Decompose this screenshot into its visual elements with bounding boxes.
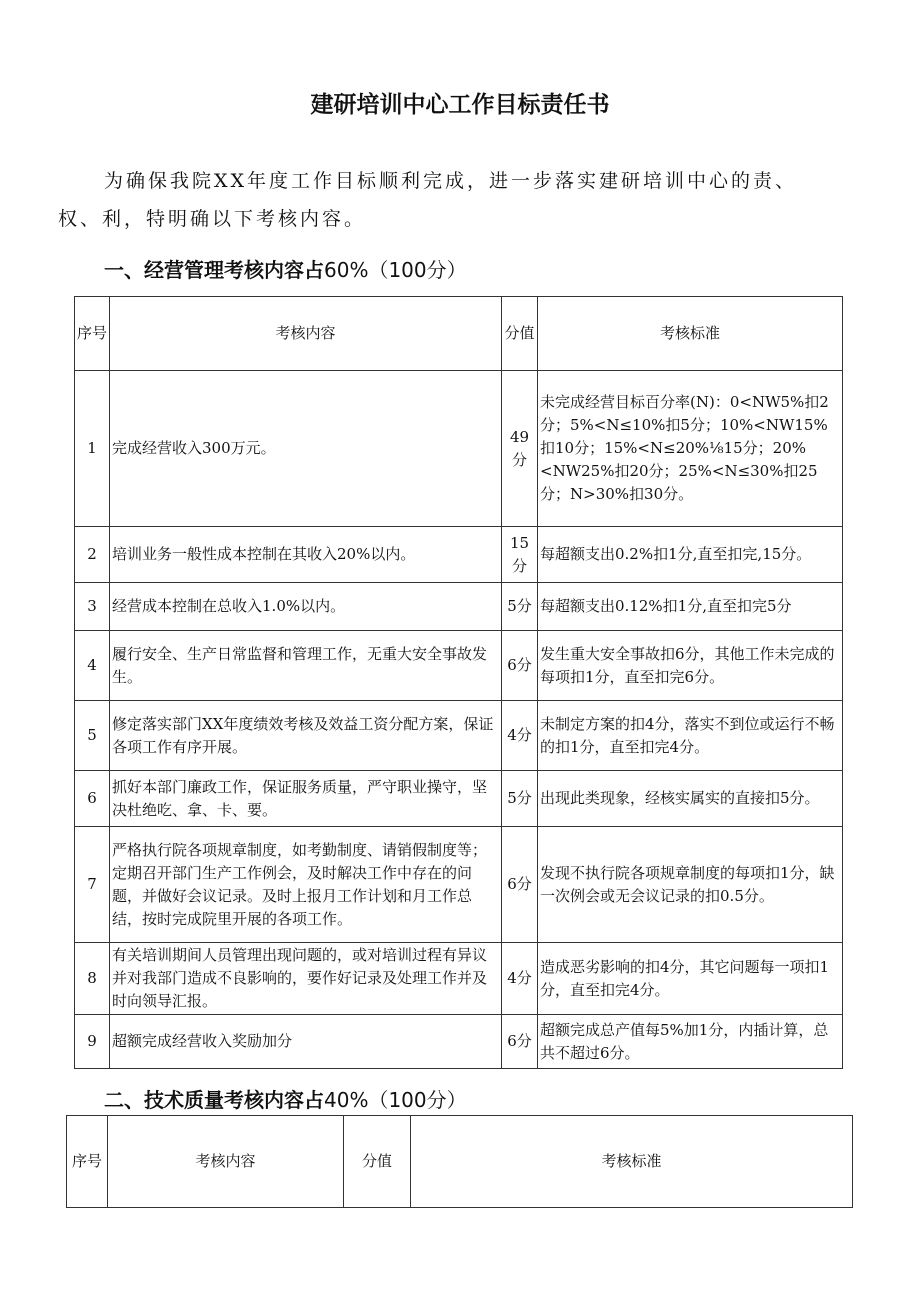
row-standard: 未制定方案的扣4分，落实不到位或运行不畅的扣1分，直至扣完4分。 (538, 701, 843, 771)
row-no: 2 (75, 527, 110, 583)
technical-quality-table (66, 1115, 853, 1208)
row-no: 4 (75, 631, 110, 701)
row-no: 8 (75, 943, 110, 1015)
row-content: 经营成本控制在总收入1.0%以内。 (110, 583, 502, 631)
row-no: 3 (75, 583, 110, 631)
row-standard: 发生重大安全事故扣6分，其他工作未完成的每项扣1分，直至扣完6分。 (538, 631, 843, 701)
row-no: 7 (75, 827, 110, 943)
section-heading-2 (104, 1084, 467, 1113)
section-heading-1 (104, 254, 467, 283)
table-row (75, 583, 843, 631)
table-row (75, 371, 843, 527)
row-content: 修定落实部门XX年度绩效考核及效益工资分配方案，保证各项工作有序开展。 (110, 701, 502, 771)
row-standard: 出现此类现象，经核实属实的直接扣5分。 (538, 771, 843, 827)
document-title: 建研培训中心工作目标责任书 (310, 92, 610, 118)
header-standard: 考核标准 (538, 297, 843, 371)
header-no: 序号 (75, 297, 110, 371)
row-score: 4分 (502, 943, 538, 1015)
row-score: 4分 (502, 701, 538, 771)
header-no: 序号 (67, 1116, 108, 1208)
table-row (75, 1015, 843, 1069)
header-content: 考核内容 (108, 1116, 344, 1208)
section-2-title: 二、技术质量考核内容占 (104, 1088, 324, 1112)
table-row (75, 701, 843, 771)
row-standard: 每超额支出0.2%扣1分,直至扣完,15分。 (538, 527, 843, 583)
row-standard: 超额完成总产值每5%加1分，内插计算，总共不超过6分。 (538, 1015, 843, 1069)
section-2-percent: 40%（100分） (324, 1088, 467, 1112)
table-row (75, 943, 843, 1015)
row-standard: 每超额支出0.12%扣1分,直至扣完5分 (538, 583, 843, 631)
table-row (75, 527, 843, 583)
row-no: 5 (75, 701, 110, 771)
table-header-row (67, 1116, 853, 1208)
header-score: 分值 (502, 297, 538, 371)
row-standard: 发现不执行院各项规章制度的每项扣1分，缺一次例会或无会议记录的扣0.5分。 (538, 827, 843, 943)
section-1-title: 一、经营管理考核内容占 (104, 258, 324, 282)
row-standard: 未完成经营目标百分率(N)：0<NW5%扣2分；5%<N≤10%扣5分；10%<NW15%扣10分；15%<N≤20%⅛15分；20%<NW25%扣20分；25%<N≤30%扣25分；N>30%扣30分。 (538, 371, 843, 527)
intro-paragraph-cont: 权、利，特明确以下考核内容。 (58, 208, 367, 230)
header-score: 分值 (344, 1116, 411, 1208)
row-content: 严格执行院各项规章制度，如考勤制度、请销假制度等；定期召开部门生产工作例会，及时解决工作中存在的问题，并做好会议记录。及时上报月工作计划和月工作总结，按时完成院里开展的各项工作。 (110, 827, 502, 943)
table-row (75, 771, 843, 827)
row-no: 1 (75, 371, 110, 527)
row-standard: 造成恶劣影响的扣4分，其它问题每一项扣1分，直至扣完4分。 (538, 943, 843, 1015)
business-management-table (74, 296, 843, 1069)
table-header-row (75, 297, 843, 371)
row-content: 履行安全、生产日常监督和管理工作，无重大安全事故发生。 (110, 631, 502, 701)
row-content: 完成经营收入300万元。 (110, 371, 502, 527)
table-row (75, 631, 843, 701)
row-score: 6分 (502, 631, 538, 701)
row-score: 5分 (502, 583, 538, 631)
row-content: 抓好本部门廉政工作，保证服务质量，严守职业操守，坚决杜绝吃、拿、卡、要。 (110, 771, 502, 827)
row-no: 9 (75, 1015, 110, 1069)
row-score: 6分 (502, 1015, 538, 1069)
row-no: 6 (75, 771, 110, 827)
header-content: 考核内容 (110, 297, 502, 371)
header-standard: 考核标准 (411, 1116, 853, 1208)
row-score: 6分 (502, 827, 538, 943)
section-1-percent: 60%（100分） (324, 258, 467, 282)
row-content: 超额完成经营收入奖励加分 (110, 1015, 502, 1069)
row-content: 有关培训期间人员管理出现问题的，或对培训过程有异议并对我部门造成不良影响的，要作好记录及处理工作并及时向领导汇报。 (110, 943, 502, 1015)
row-score: 15分 (502, 527, 538, 583)
row-score: 5分 (502, 771, 538, 827)
table-row (75, 827, 843, 943)
row-score: 49分 (502, 371, 538, 527)
intro-paragraph: 为确保我院XX年度工作目标顺利完成，进一步落实建研培训中心的责、 (104, 170, 798, 192)
row-content: 培训业务一般性成本控制在其收入20%以内。 (110, 527, 502, 583)
